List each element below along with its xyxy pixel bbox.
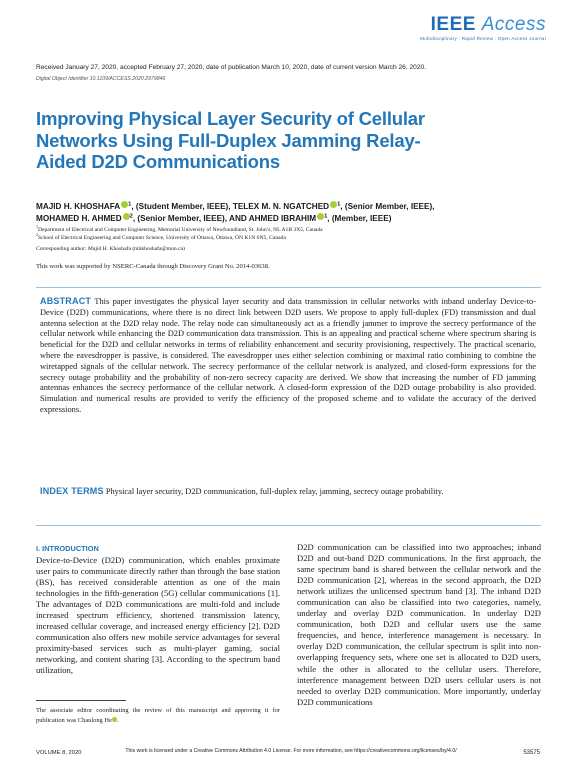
- intro-column-2: D2D communication can be classified into two approaches; inband D2D and out-band D2D communications. In the first approach, the same spectrum band is shared between the cellular network and the D2D communication [2], whereas in the second approach, the D2D network utilizes the unlicensed spectrum band [3]. The inband D2D communication can also be classified into two categories, namely, underlay and overlay D2D communication. In underlay D2D communication, both D2D and cellular users use the same frequencies, and hence, interference management is necessary. In overlay D2D communication, the cellular spectrum is split into non-overlapping frequency sets, where one set is allocated to D2D users, while the other is allocated to the cellular users. Therefore, interference management between D2D users cellular users is not needed to overlay D2D communication. More importantly, underlay D2D communications: [297, 542, 541, 707]
- orcid-icon[interactable]: [317, 213, 324, 220]
- doi-line: Digital Object Identifier 10.1109/ACCESS.2020.2979846: [36, 76, 166, 82]
- affiliation-1: $^1$Department of Electrical and Computer Engineering, Memorial University of Newfoundland, St. John’s, NL A1B 3X5, Canada: [36, 225, 323, 233]
- volume-label: VOLUME 8, 2020: [36, 750, 82, 756]
- author-list: MAJID H. KHOSHAFA $^1$, (Student Member, IEEE), TELEX M. N. NGATCHED $^1$, (Senior Member, IEEE), MOHAMED H. AHMED $^2$, (Senior Member, IEEE), AND AHMED IBRAHIM $^1$, (Member, IEEE): [36, 201, 435, 223]
- intro-column-1: Device-to-Device (D2D) communication, which enables proximate user pairs to communicate directly rather than through the base station (BS), has received considerable attention as one of the main technologies in the fifth-generation (5G) cellular communications [1]. The advantages of D2D communications are multi-fold and include increased spectrum efficiency, shortened transmission latency, increased cellular coverage, and increased energy efficiency [2]. D2D communication also offers new mobile service advantages for several proximity-based services such as multi-player gaming, social networking, and content sharing [3]. According to the spectrum band utilization,: [36, 555, 280, 676]
- orcid-icon[interactable]: [112, 717, 117, 722]
- logo-tagline: Multidisciplinary : Rapid Review : Open Access Journal: [420, 36, 546, 41]
- page-number: 53575: [523, 750, 540, 756]
- author-name: TELEX M. N. NGATCHED: [232, 202, 330, 211]
- author-name: MAJID H. KHOSHAFA: [36, 202, 121, 211]
- abstract: ABSTRACT This paper investigates the physical layer security and data transmission in cellular networks with inband underlay Device-to-Device (D2D) communications, where there is no direct link between D2D users. We propose to apply full-duplex (FD) transmission and dual antenna selection at the D2D relay node. The relay node can simultaneously act as a friendly jammer to improve the secrecy performance of the cellular network while enhancing the D2D communication data transmission. This is an appealing and practical scheme where spectrum sharing is beneficial for the D2D and cellular networks in terms of reliability enhancement and security provisioning, respectively. The practical scenario, where the eavesdropper is passive, is considered. The eavesdropper uses either selection combining or maximal ratio combining to combine the wiretapped signals of the cellular network. The secrecy performance of the cellular network is analyzed, and closed-form expressions for the secrecy outage probability and the probability of non-zero secrecy capacity are derived. We show that increasing the number of FD jamming antennas enhances the secrecy performance of the cellular network. A closed-form expression of the D2D outage probability is also provided. Simulation and numerical results are provided to verify the efficiency of the proposed scheme and to validate the accuracy of the derived expressions.: [40, 296, 536, 414]
- section-heading: I. INTRODUCTION: [36, 544, 99, 553]
- index-terms: INDEX TERMS Physical layer security, D2D communication, full-duplex relay, jamming, secrecy outage probability.: [40, 486, 444, 496]
- author-name: AHMED IBRAHIM: [248, 214, 317, 223]
- abstract-heading: ABSTRACT: [40, 296, 92, 306]
- corresponding-author: Corresponding author: Majid H. Khoshafa (mhkhoshafa@mun.ca): [36, 246, 185, 252]
- received-dates: Received January 27, 2020, accepted February 27, 2020, date of publication March 10, 2020, date of current version March 26, 2020.: [36, 64, 427, 71]
- paper-title: Improving Physical Layer Security of Cellular Networks Using Full-Duplex Jamming Relay-Aided D2D Communications: [36, 108, 425, 172]
- divider: [36, 525, 541, 526]
- footnote-rule: [36, 700, 126, 701]
- ieee-access-logo: IEEE Access: [430, 14, 546, 35]
- orcid-icon[interactable]: [123, 213, 130, 220]
- funding-note: This work was supported by NSERC-Canada through Discovery Grant No. 2014-03638.: [36, 263, 270, 270]
- divider: [36, 287, 541, 288]
- license-note: This work is licensed under a Creative Commons Attribution 4.0 License. For more information, see https://creativecommons.org/licenses/by/4.0/: [125, 748, 457, 754]
- affiliation-2: $^2$School of Electrical Engineering and Computer Science, University of Ottawa, Ottawa, ON K1N 6N5, Canada: [36, 233, 286, 241]
- author-name: MOHAMED H. AHMED: [36, 214, 122, 223]
- editor-footnote: The associate editor coordinating the review of this manuscript and approving it for publication was Chaulong He .: [36, 707, 280, 724]
- index-terms-heading: INDEX TERMS: [40, 486, 104, 496]
